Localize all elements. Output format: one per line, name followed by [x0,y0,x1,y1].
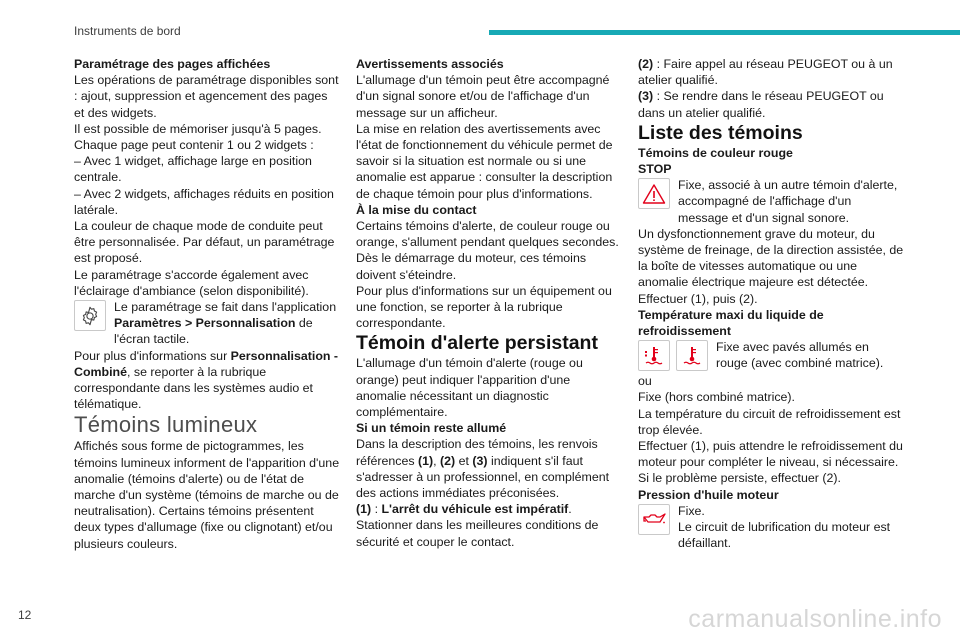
heading-mise-contact: À la mise du contact [356,202,477,217]
paragraph: Chaque page peut contenir 1 ou 2 widgets : [74,138,314,153]
coolant-temperature-icon [676,340,708,371]
section-title-temoins: Témoins lumineux [74,412,258,438]
running-header: Instruments de bord [74,24,181,38]
paragraph: Fixe (hors combiné matrice). [638,390,795,405]
paragraph: ou [638,374,652,389]
heading-persistant: Témoin d'alerte persistant [356,332,598,355]
page-number: 12 [18,608,32,622]
heading-reste-allume: Si un témoin reste allumé [356,421,507,436]
column-middle [356,56,622,550]
temperature-entry: Fixe avec pavés allumés en rouge (avec combiné matrice). [638,339,904,373]
paragraph: L'allumage d'un témoin peut être accompagné d'un signal sonore et/ou de l'affichage d'un message sur un afficheur. [356,73,610,120]
paragraph: Le paramétrage s'accorde également avec l'éclairage d'ambiance (selon disponibilité). [74,267,309,298]
heading-avertissements: Avertissements associés [356,57,504,71]
paragraph: Pour plus d'informations sur un équipement ou une fonction, se reporter à la rubrique correspondante. [356,283,612,331]
paragraph: Effectuer (1), puis (2). [638,291,758,306]
paragraph: La mise en relation des avertissements avec l'état de fonctionnement du véhicule permet de savoir si la situation est normale ou si une anomalie est apparue : consulter la description de chaque témoin pour plus d'informations. [356,121,613,201]
paragraph: Affichés sous forme de pictogrammes, les témoins lumineux informent de l'apparition d'une anomalie (témoins d'alerte) ou de l'état de marche d'un système (témoins de marche ou de neutralisation). Certains témoins présentent deux types d'allumage (fixe ou clignotant) et/ou plusieurs couleurs. [74,439,340,551]
header-accent-bar [489,30,960,35]
warning-triangle-icon [638,178,670,209]
oil-can-icon [638,504,670,535]
paragraph: La température du circuit de refroidissement est trop élevée. [638,406,901,437]
list-item: – Avec 1 widget, affichage large en position centrale. [74,154,312,185]
reference-3: (3) : Se rendre dans le réseau PEUGEOT ou dans un atelier qualifié. [638,89,884,120]
paragraph: Il est possible de mémoriser jusqu'à 5 pages. [74,121,322,136]
heading-couleur-rouge: Témoins de couleur rouge [638,145,793,160]
reference-1: (1) : L'arrêt du véhicule est impératif. [356,502,572,517]
column-right [638,56,904,551]
paragraph: Stationner dans les meilleures conditions de sécurité et couper le contact. [356,518,599,549]
paragraph: Certains témoins d'alerte, de couleur rouge ou orange, s'allument pendant quelques secondes. Dès le démarrage du moteur, ces témoins doivent s'éteindre. [356,219,619,282]
gear-icon [74,300,106,331]
heading-parametrage: Paramétrage des pages affichées [74,57,271,71]
oil-pressure-entry: Fixe. Le circuit de lubrification du moteur est défaillant. [638,503,904,552]
heading-pression-huile: Pression d'huile moteur [638,487,779,502]
paragraph: Les opérations de paramétrage disponibles sont : ajout, suppression et agencement des pages et des widgets. [74,73,339,120]
settings-note: Le paramétrage se fait dans l'application Paramètres > Personnalisation de l'écran tactile. [74,299,340,348]
paragraph: La couleur de chaque mode de conduite peut être personnalisée. Par défaut, un paramétrage est proposé. [74,219,335,266]
paragraph: L'allumage d'un témoin d'alerte (rouge ou orange) peut indiquer l'apparition d'une anomalie nécessitant un diagnostic complémentaire. [356,356,583,420]
reference-2: (2) : Faire appel au réseau PEUGEOT ou à un atelier qualifié. [638,57,893,88]
paragraph: Dans la description des témoins, les renvois références (1), (2) et (3) indiquent s'il faut s'adresser à un professionnel, en complément des actions immédiates préconisées. [356,437,610,501]
paragraph: Si le problème persiste, effectuer (2). [638,471,841,486]
heading-temperature: Température maxi du liquide de refroidissement [638,307,824,339]
heading-liste-temoins: Liste des témoins [638,121,803,144]
column-left [74,56,340,552]
coolant-temperature-matrix-icon [638,340,670,371]
stop-title: STOP [638,162,672,177]
paragraph: Un dysfonctionnement grave du moteur, du système de freinage, de la direction assistée, de la boîte de vitesses automatique ou une anomalie électrique majeure est détectée. [638,226,904,290]
list-item: – Avec 2 widgets, affichages réduits en position latérale. [74,186,334,217]
paragraph: Pour plus d'informations sur Personnalisation - Combiné, se reporter à la rubrique correspondante dans les systèmes audio et télématique. [74,348,339,412]
paragraph: Effectuer (1), puis attendre le refroidissement du moteur pour compléter le niveau, si nécessaire. [638,439,903,470]
watermark: carmanualsonline.info [688,605,942,633]
stop-entry: Fixe, associé à un autre témoin d'alerte, accompagné de l'affichage d'un message et d'un signal sonore. [638,177,904,226]
